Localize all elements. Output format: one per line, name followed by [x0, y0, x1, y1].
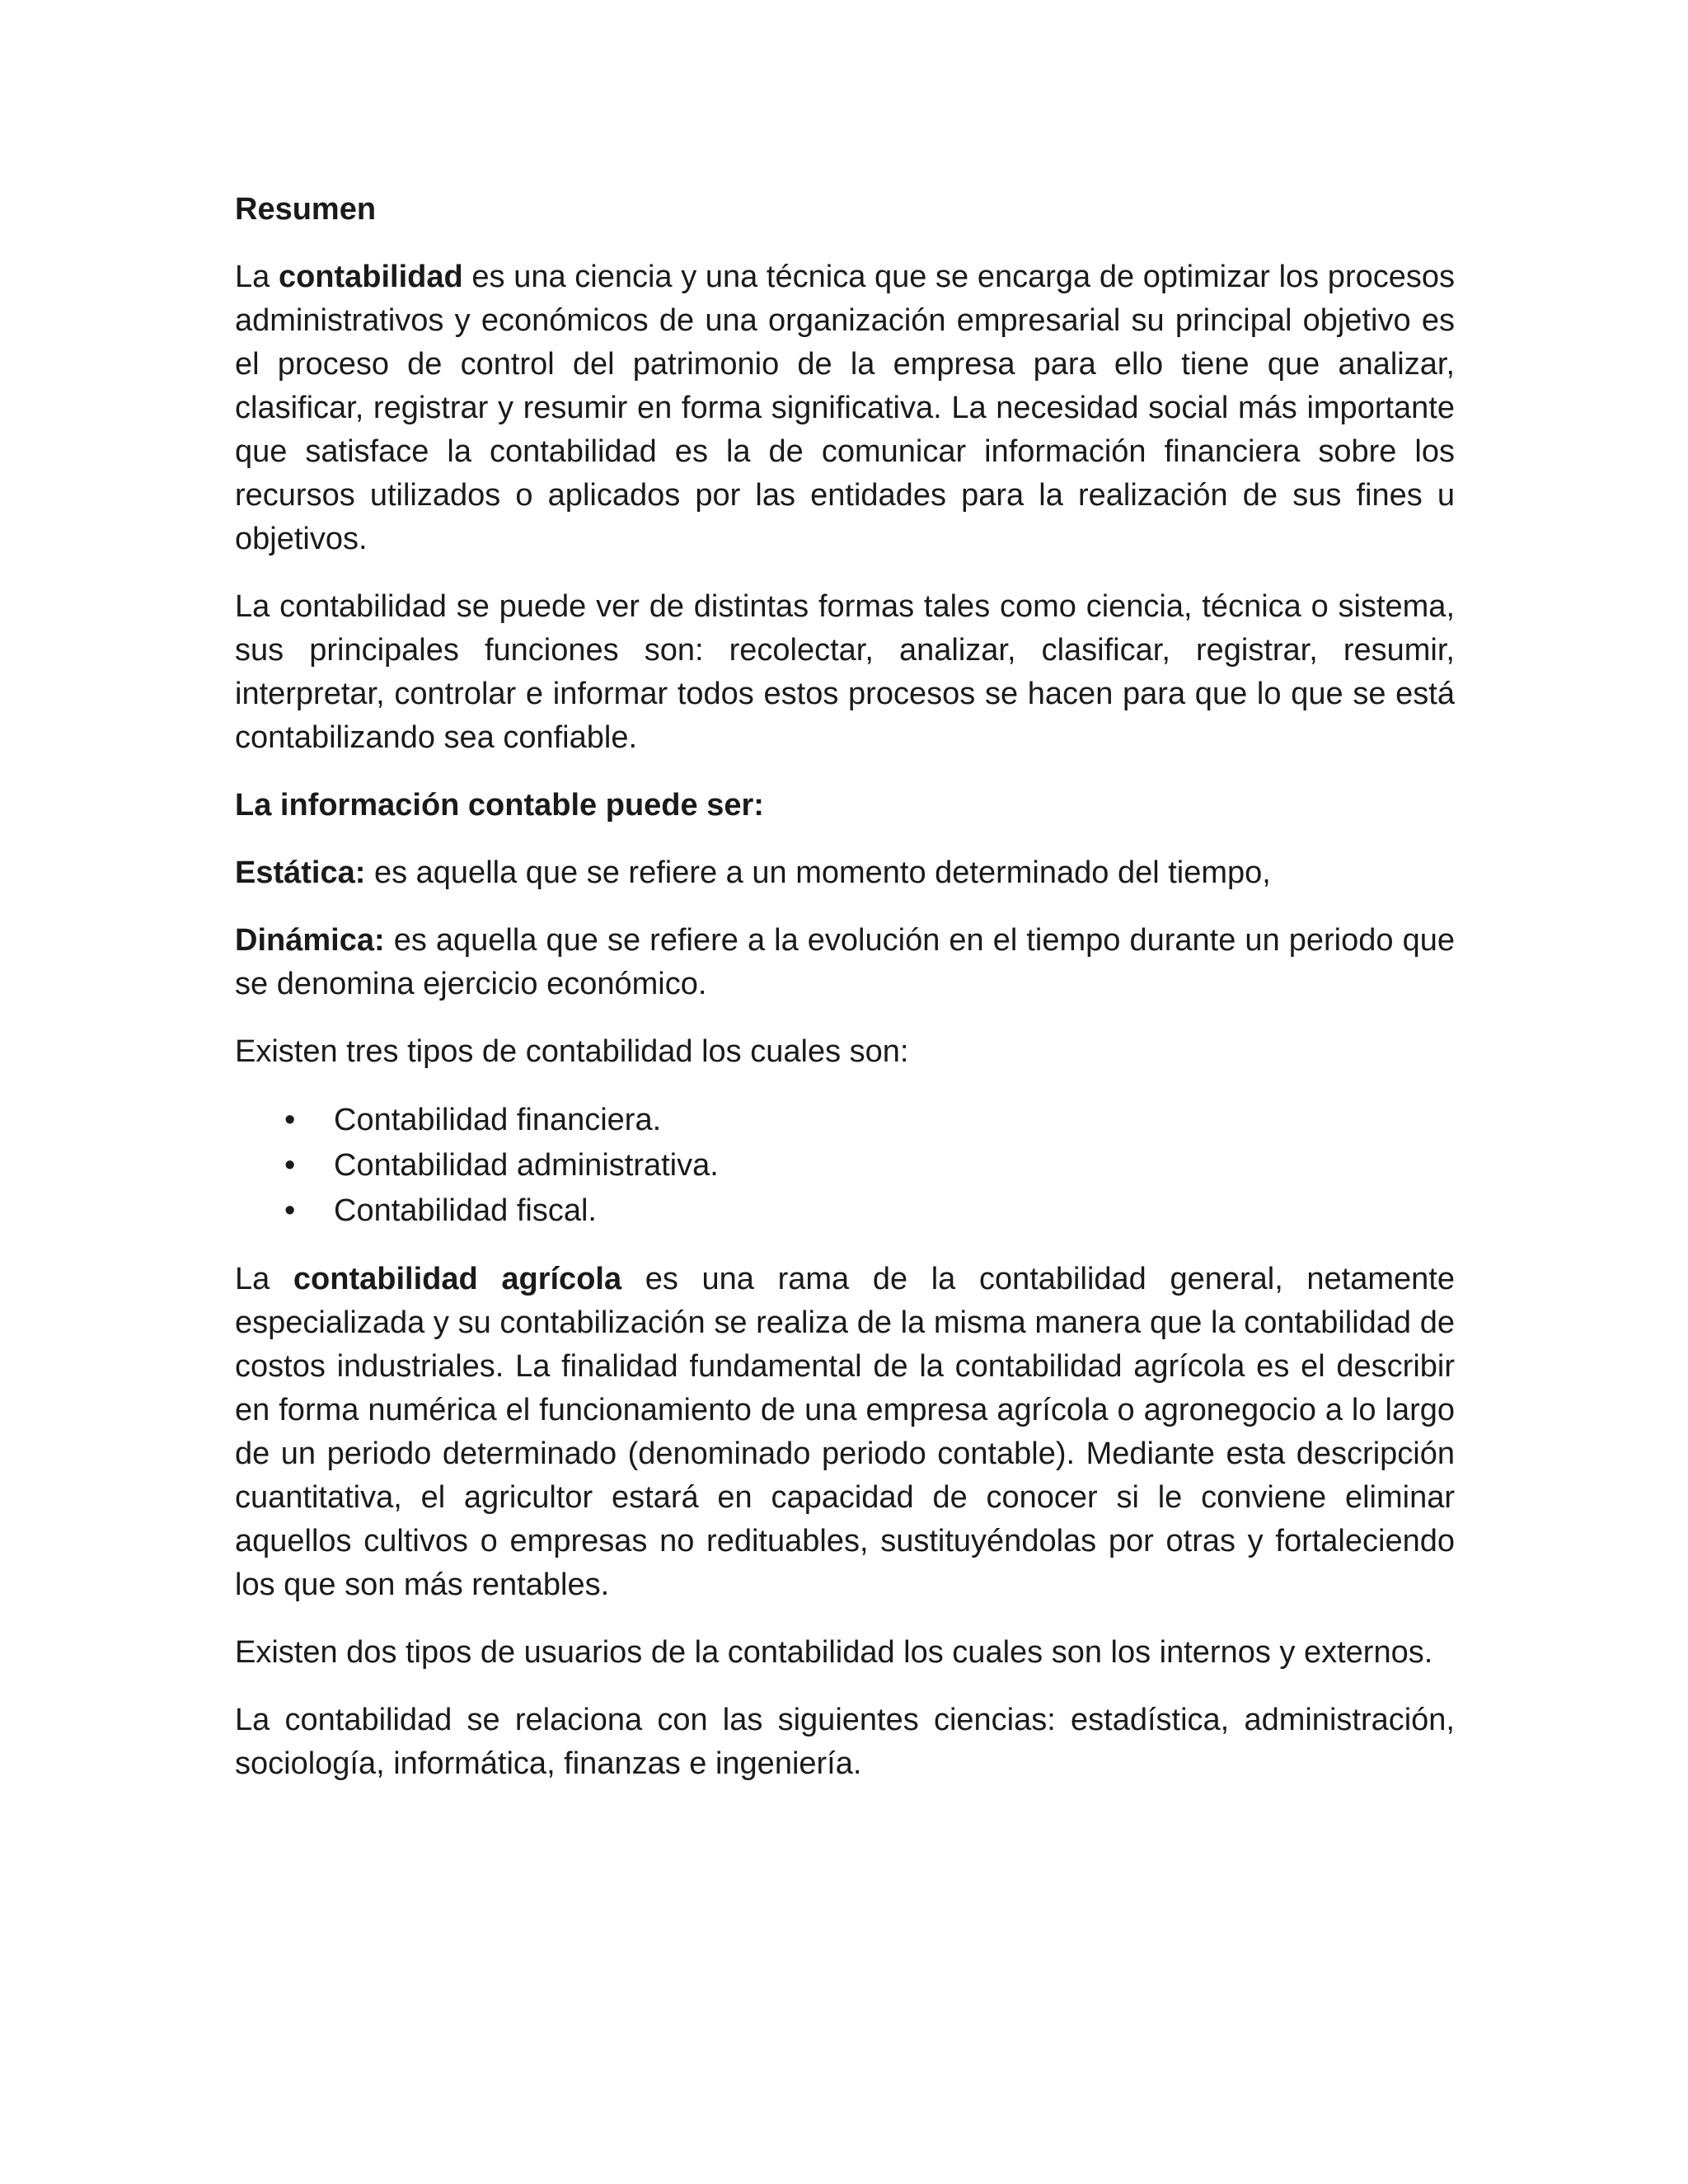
term-contabilidad: contabilidad	[278, 260, 463, 294]
paragraph-definition-pre: La	[235, 260, 279, 294]
estatica-text: es aquella que se refiere a un momento determinado del tiempo,	[365, 855, 1271, 890]
list-item-text: Contabilidad financiera.	[334, 1103, 662, 1137]
paragraph-agricola	[235, 1258, 1455, 1607]
list-item	[235, 1188, 1455, 1234]
paragraph-definition-text: es una ciencia y una técnica que se encarga de optimizar los procesos administrativos y económicos de una organización empresarial su principal objetivo es el proceso de control del patrimonio de la empresa para ello tiene que analizar, clasificar, registrar y resumir en forma significativa. La necesidad social más importante que satisface la contabilidad es la de comunicar información financiera sobre los recursos utilizados o aplicados por las entidades para la realización de sus fines u objetivos.	[235, 260, 1456, 556]
bullet-icon: •	[284, 1193, 296, 1228]
bullet-icon: •	[284, 1148, 296, 1183]
paragraph-agricola-pre: La	[235, 1262, 293, 1296]
paragraph-agricola-text: es una rama de la contabilidad general, netamente especializada y su contabilización se realiza de la misma manera que la contabilidad de costos industriales. La finalidad fundamental de la contabilidad agrícola es el describir en forma numérica el funcionamiento de una empresa agrícola o agronegocio a lo largo de un periodo determinado (denominado periodo contable). Mediante esta descripción cuantitativa, el agricultor estará en capacidad de conocer si le conviene eliminar aquellos cultivos o empresas no redituables, sustituyéndolas por otras y fortaleciendo los que son más rentables.	[235, 1262, 1455, 1602]
bullet-icon: •	[284, 1103, 296, 1137]
paragraph-functions: La contabilidad se puede ver de distintas formas tales como ciencia, técnica o sistema, sus principales funciones son: recolectar, analizar, clasificar, registrar, resumir, interpretar, controlar e informar todos estos procesos se hacen para que lo que se está contabilizando sea confiable.	[235, 589, 1455, 755]
page-title: Resumen	[235, 192, 377, 227]
list-item	[235, 1098, 1455, 1143]
document-body	[235, 188, 1455, 1786]
paragraph-estatica	[235, 851, 1455, 895]
paragraph-ciencias: La contabilidad se relaciona con las siguientes ciencias: estadística, administración, sociología, informática, finanzas e ingeniería.	[235, 1703, 1455, 1781]
section-heading-info: La información contable puede ser:	[235, 788, 764, 823]
term-estatica: Estática:	[235, 855, 366, 890]
paragraph-dinamica	[235, 919, 1455, 1006]
types-list	[235, 1098, 1455, 1234]
term-dinamica: Dinámica:	[235, 923, 385, 958]
list-item-text: Contabilidad fiscal.	[334, 1193, 597, 1228]
term-contabilidad-agricola: contabilidad agrícola	[293, 1262, 622, 1296]
list-item	[235, 1143, 1455, 1188]
list-item-text: Contabilidad administrativa.	[334, 1148, 719, 1183]
paragraph-definition	[235, 255, 1455, 561]
paragraph-types-intro: Existen tres tipos de contabilidad los cuales son:	[235, 1034, 909, 1069]
paragraph-usuarios: Existen dos tipos de usuarios de la contabilidad los cuales son los internos y externos.	[235, 1635, 1433, 1670]
dinamica-text: es aquella que se refiere a la evolución en el tiempo durante un periodo que se denomina ejercicio económico.	[235, 923, 1455, 1001]
